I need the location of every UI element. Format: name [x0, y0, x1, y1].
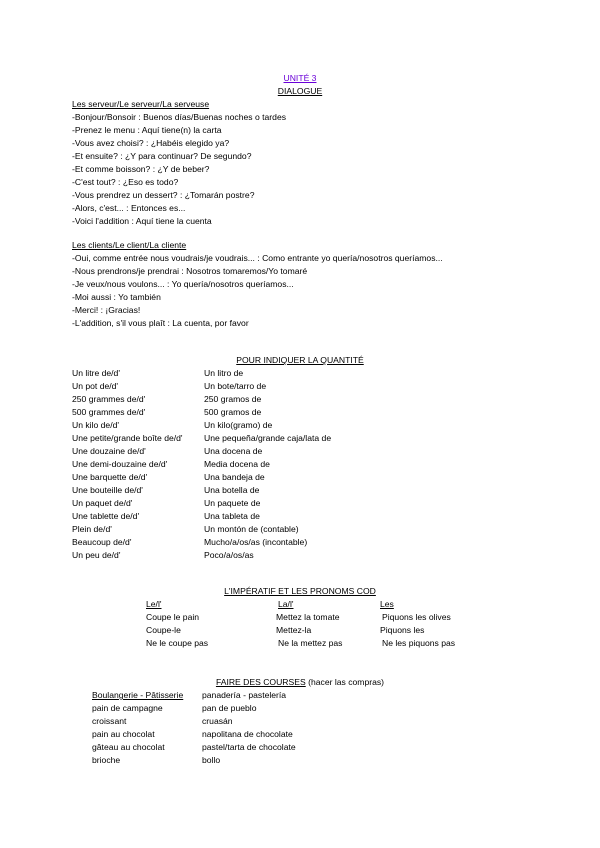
imperatif-item: Ne la mettez pas: [278, 638, 343, 648]
quantite-es: Un bote/tarro de: [204, 381, 267, 391]
quantite-es: Un paquete de: [204, 498, 261, 508]
clients-line: -Merci! : ¡Gracias!: [72, 305, 141, 315]
courses-fr: pain de campagne: [92, 703, 163, 713]
quantite-es: 500 gramos de: [204, 407, 262, 417]
courses-row: [92, 702, 352, 715]
quantite-fr: Un pot de/d': [72, 381, 119, 391]
quantite-es: Une pequeña/grande caja/lata de: [204, 433, 332, 443]
clients-line: -Je veux/nous voulons... : Yo quería/nosotros queríamos...: [72, 279, 294, 289]
courses-row: [92, 754, 352, 767]
quantite-es: Poco/a/os/as: [204, 550, 254, 560]
imperatif-item: Coupe le pain: [146, 612, 200, 622]
quantite-row: [72, 523, 392, 536]
quantite-fr: Un paquet de/d': [72, 498, 133, 508]
quantite-fr: Beaucoup de/d': [72, 537, 132, 547]
quantite-fr: 250 grammes de/d': [72, 394, 146, 404]
quantite-row: [72, 549, 392, 562]
quantite-row: [72, 484, 392, 497]
quantite-row: [72, 393, 392, 406]
imperatif-item: Piquons les: [380, 625, 425, 635]
quantite-fr: Une petite/grande boîte de/d': [72, 433, 183, 443]
quantite-es: Mucho/a/os/as (incontable): [204, 537, 308, 547]
quantite-heading: POUR INDIQUER LA QUANTITÉ: [236, 355, 364, 365]
clients-line: -Moi aussi : Yo también: [72, 292, 161, 302]
courses-es: napolitana de chocolate: [202, 729, 293, 739]
imperatif-col-header: La/l': [278, 599, 294, 609]
quantite-fr: Une tablette de/d': [72, 511, 140, 521]
courses-es: pastel/tarta de chocolate: [202, 742, 296, 752]
courses-fr: croissant: [92, 716, 127, 726]
courses-heading-line: [0, 676, 600, 689]
imperatif-item: Piquons les olives: [382, 612, 451, 622]
quantite-fr: Plein de/d': [72, 524, 112, 534]
imperatif-row: [146, 611, 476, 624]
imperatif-item: Coupe-le: [146, 625, 181, 635]
courses-col-header-es: panadería - pastelería: [202, 690, 287, 700]
courses-heading: FAIRE DES COURSES: [215, 677, 306, 687]
courses-fr: brioche: [92, 755, 121, 765]
quantite-es: Una botella de: [204, 485, 260, 495]
section-title: DIALOGUE: [277, 86, 323, 96]
courses-fr: pain au chocolat: [92, 729, 155, 739]
quantite-es: Una docena de: [204, 446, 263, 456]
quantite-es: Una bandeja de: [204, 472, 265, 482]
quantite-es: Un montón de (contable): [204, 524, 299, 534]
quantite-row: [72, 445, 392, 458]
quantite-row: [72, 367, 392, 380]
serveur-line: -Vous avez choisi? : ¿Habéis elegido ya?: [72, 138, 230, 148]
quantite-row: [72, 510, 392, 523]
imperatif-item: Ne les piquons pas: [382, 638, 456, 648]
quantite-table: [72, 367, 392, 562]
imperatif-table: [146, 598, 476, 650]
courses-es: cruasán: [202, 716, 233, 726]
quantite-es: Media docena de: [204, 459, 270, 469]
quantite-es: Un kilo(gramo) de: [204, 420, 273, 430]
quantite-fr: 500 grammes de/d': [72, 407, 146, 417]
quantite-es: Un litro de: [204, 368, 244, 378]
courses-row: [92, 741, 352, 754]
quantite-row: [72, 419, 392, 432]
serveur-line: -Alors, c'est... : Entonces es...: [72, 203, 186, 213]
quantite-fr: Une demi-douzaine de/d': [72, 459, 168, 469]
imperatif-item: Mettez la tomate: [276, 612, 340, 622]
serveur-line: -C'est tout? : ¿Eso es todo?: [72, 177, 179, 187]
quantite-row: [72, 458, 392, 471]
imperatif-heading: L'IMPÉRATIF ET LES PRONOMS COD: [224, 586, 376, 596]
quantite-row: [72, 536, 392, 549]
quantite-fr: Un peu de/d': [72, 550, 121, 560]
imperatif-row: [146, 624, 476, 637]
quantite-row: [72, 497, 392, 510]
imperatif-item: Mettez-la: [276, 625, 312, 635]
quantite-fr: Une douzaine de/d': [72, 446, 146, 456]
courses-row: [92, 728, 352, 741]
serveur-section: [72, 98, 286, 228]
unit-title-link[interactable]: UNITÉ 3: [283, 73, 317, 83]
clients-section: [72, 239, 443, 330]
courses-es: bollo: [202, 755, 221, 765]
courses-es: pan de pueblo: [202, 703, 257, 713]
unit-title[interactable]: [0, 72, 600, 85]
quantite-fr: Un litre de/d': [72, 368, 120, 378]
serveur-line: -Et ensuite? : ¿Y para continuar? De segundo?: [72, 151, 252, 161]
clients-line: -L'addition, s'il vous plaît : La cuenta, por favor: [72, 318, 249, 328]
clients-heading: Les clients/Le client/La cliente: [72, 240, 187, 250]
quantite-row: [72, 432, 392, 445]
serveur-line: -Bonjour/Bonsoir : Buenos días/Buenas noches o tardes: [72, 112, 287, 122]
imperatif-row: [146, 637, 476, 650]
quantite-es: Una tableta de: [204, 511, 260, 521]
imperatif-header-row: [146, 598, 476, 611]
quantite-fr: Une bouteille de/d': [72, 485, 143, 495]
quantite-row: [72, 380, 392, 393]
imperatif-item: Ne le coupe pas: [146, 638, 209, 648]
quantite-row: [72, 406, 392, 419]
serveur-line: -Vous prendrez un dessert? : ¿Tomarán postre?: [72, 190, 255, 200]
clients-line: -Nous prendrons/je prendrai : Nosotros tomaremos/Yo tomaré: [72, 266, 308, 276]
imperatif-col-header: Le/l': [146, 599, 162, 609]
serveur-line: -Et comme boisson? : ¿Y de beber?: [72, 164, 210, 174]
courses-fr: gâteau au chocolat: [92, 742, 165, 752]
courses-table: [92, 689, 352, 767]
imperatif-col-header: Les: [380, 599, 394, 609]
courses-header-row: [92, 689, 352, 702]
clients-line: -Oui, comme entrée nous voudrais/je voudrais... : Como entrante yo quería/nosotros queríamos...: [72, 253, 443, 263]
serveur-line: -Voici l'addition : Aquí tiene la cuenta: [72, 216, 212, 226]
serveur-line: -Prenez le menu : Aquí tiene(n) la carta: [72, 125, 222, 135]
quantite-es: 250 gramos de: [204, 394, 262, 404]
quantite-row: [72, 471, 392, 484]
courses-col-header-fr: Boulangerie - Pâtisserie: [92, 690, 184, 700]
quantite-fr: Une barquette de/d': [72, 472, 148, 482]
courses-row: [92, 715, 352, 728]
quantite-fr: Un kilo de/d': [72, 420, 120, 430]
courses-heading-suffix: (hacer las compras): [305, 677, 385, 687]
serveur-heading: Les serveur/Le serveur/La serveuse: [72, 99, 210, 109]
